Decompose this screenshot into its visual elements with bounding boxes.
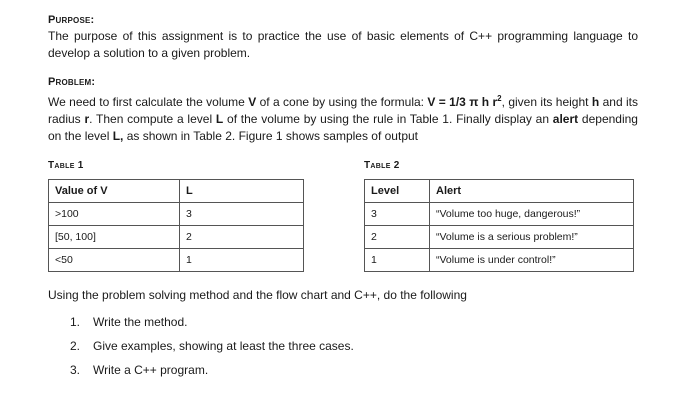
table-2 [364, 179, 634, 272]
purpose-text: The purpose of this assignment is to practice the use of basic elements of C++ programming language to develop a solution to a given problem. [48, 29, 638, 60]
table-cell: >100 [49, 203, 180, 226]
table-header-cell: L [180, 180, 304, 203]
level-symbol: L [215, 112, 224, 126]
tables-row [48, 159, 638, 277]
table-cell: 3 [180, 203, 304, 226]
list-item [48, 310, 638, 334]
list-item [48, 358, 638, 382]
list-item-text: Write the method. [93, 315, 188, 329]
table-row [49, 203, 304, 226]
table-1-container [48, 159, 304, 272]
problem-text: We need to first calculate the volume V of a cone by using the formula: V = 1/3 π h $r^2$, given its height h and its radius r. Then compute a level L of the volume by using the rule in Table 1. Finally display an alert depending on the level L, as shown in Table 2. Figure 1 shows samples of output [48, 94, 639, 143]
table-cell: “Volume is under control!” [430, 249, 634, 272]
list-item-number: 1. [70, 315, 81, 329]
table-cell: 2 [180, 226, 304, 249]
level-symbol-2: L, [112, 129, 124, 143]
table-header-row [365, 180, 634, 203]
assignment-document [48, 12, 638, 382]
purpose-heading: Purpose: [48, 14, 95, 26]
table-header-cell: Level [365, 180, 430, 203]
radius-symbol: r [84, 112, 90, 126]
list-item-text: Write a C++ program. [93, 363, 209, 377]
table-row [365, 226, 634, 249]
list-item-text: Give examples, showing at least the three cases. [93, 339, 354, 353]
table-header-cell: Value of V [49, 180, 180, 203]
table-cell: [50, 100] [49, 226, 180, 249]
list-item-number: 3. [70, 363, 81, 377]
problem-section [48, 74, 638, 145]
table-2-container [364, 159, 634, 272]
table-1 [48, 179, 304, 272]
table-cell: 3 [365, 203, 430, 226]
instructions-intro: Using the problem solving method and the flow chart and C++, do the following [48, 288, 467, 302]
table-2-title: Table 2 [364, 160, 400, 171]
purpose-section [48, 12, 638, 62]
table-row [49, 226, 304, 249]
volume-symbol: V [248, 95, 257, 109]
table-cell: “Volume is a serious problem!” [430, 226, 634, 249]
table-row [365, 249, 634, 272]
table-cell: 2 [365, 226, 430, 249]
table-row [365, 203, 634, 226]
table-cell: 1 [365, 249, 430, 272]
cone-formula: V = 1/3 π h $r^2$ [427, 94, 502, 109]
table-cell: <50 [49, 249, 180, 272]
table-cell: 1 [180, 249, 304, 272]
height-symbol: h [591, 95, 600, 109]
alert-keyword: alert [552, 112, 579, 126]
table-cell: “Volume too huge, dangerous!” [430, 203, 634, 226]
table-1-title: Table 1 [48, 160, 84, 171]
problem-heading: Problem: [48, 76, 96, 88]
list-item [48, 334, 638, 358]
instructions-list [48, 310, 638, 382]
table-header-cell: Alert [430, 180, 634, 203]
table-header-row [49, 180, 304, 203]
table-row [49, 249, 304, 272]
instructions-section [48, 287, 638, 382]
list-item-number: 2. [70, 339, 81, 353]
